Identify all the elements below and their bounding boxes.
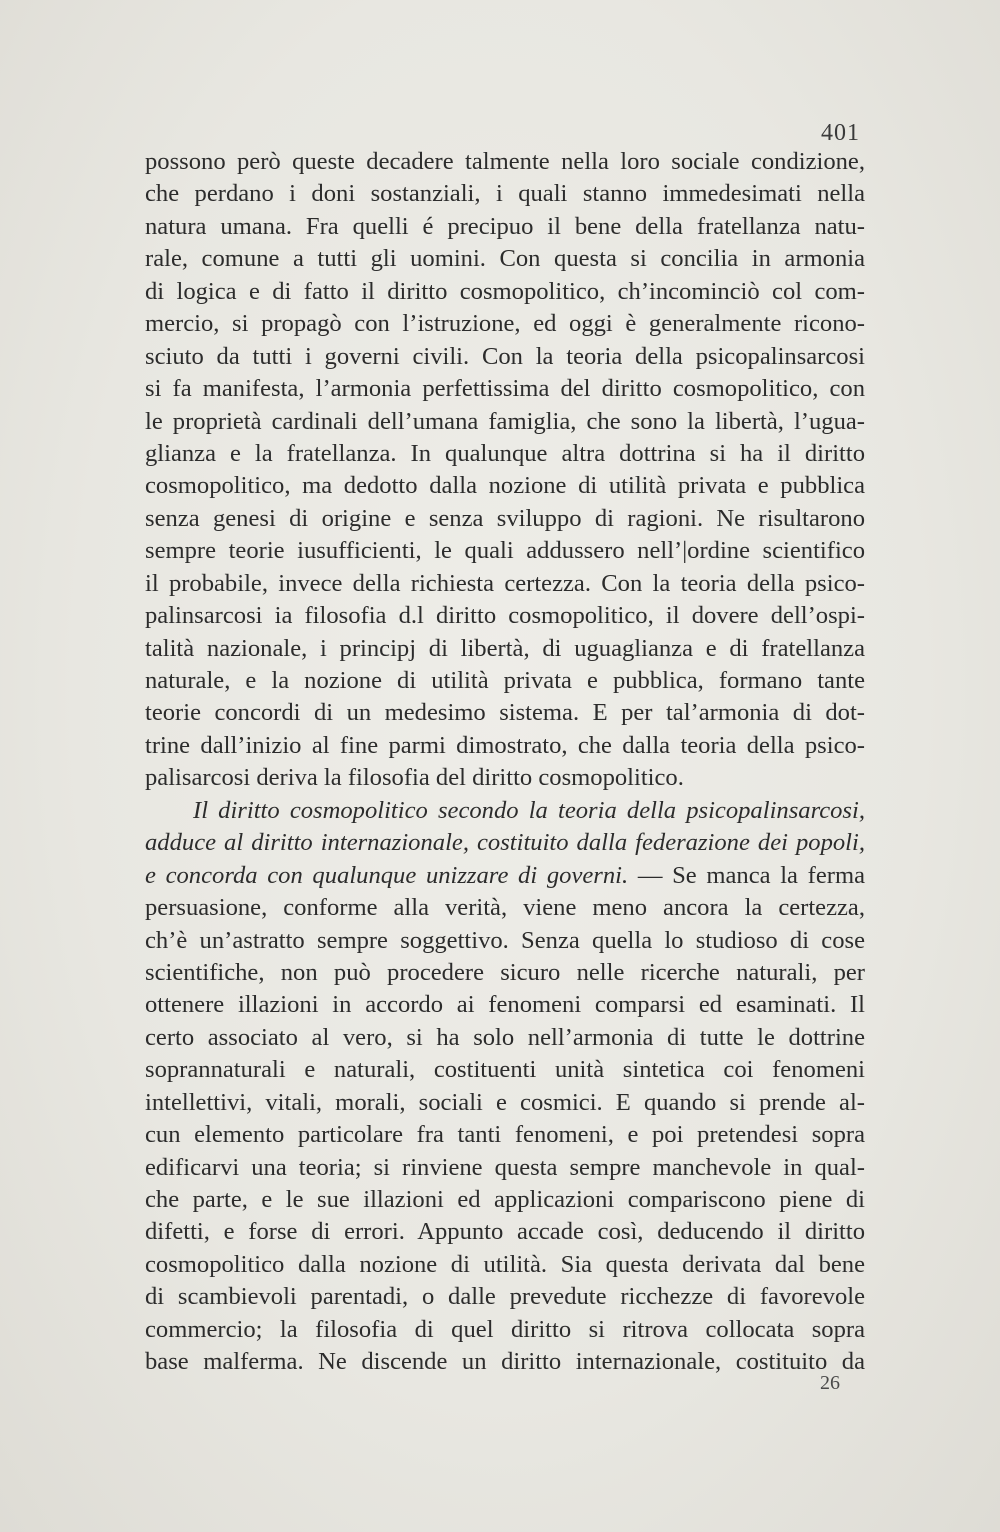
text-line: edificarvi una teoria; si rinviene questa sempre manchevole in qual- <box>145 1153 865 1181</box>
text-line: di logica e di fatto il diritto cosmopolitico, ch’incominciò col com- <box>145 277 865 305</box>
section-heading-italic: adduce al diritto internazionale, costituito dalla federazione dei popoli, <box>145 829 865 857</box>
text-line: di scambievoli parentadi, o dalle prevedute ricchezze di favorevole <box>145 1283 865 1311</box>
text-line: talità nazionale, i principj di libertà, di uguaglianza e di fratellanza <box>145 634 865 662</box>
text-line: naturale, e la nozione di utilità privata e pubblica, formano tante <box>145 667 865 694</box>
text-line: mercio, si propagò con l’istruzione, ed oggi è generalmente ricono- <box>145 310 865 338</box>
text-line: che perdano i doni sostanziali, i quali stanno immedesimati nella <box>145 180 865 208</box>
section-heading-line <box>145 860 865 892</box>
section-heading-italic: Il diritto cosmopolitico secondo la teoria della psicopalinsarcosi, <box>193 796 865 824</box>
text-line: certo associato al vero, si ha solo nell’armonia di tutte le dottrine <box>145 1023 865 1051</box>
text-line: intellettivi, vitali, morali, sociali e cosmici. E quando si prende al- <box>145 1088 865 1116</box>
text-line: cosmopolitico dalla nozione di utilità. Sia questa derivata dal bene <box>145 1250 865 1278</box>
text-line-continuation: — Se manca la ferma <box>628 861 865 889</box>
text-line: sciuto da tutti i governi civili. Con la teoria della psicopalinsarcosi <box>145 342 865 370</box>
section-heading-line <box>145 827 865 859</box>
text-line: cun elemento particolare fra tanti fenomeni, e poi pretendesi sopra <box>145 1121 865 1149</box>
text-line: natura umana. Fra quelli é precipuo il bene della fratellanza natu- <box>145 212 865 240</box>
text-line: sempre teorie iusufficienti, le quali addussero nell’|ordine scientifico <box>145 537 865 565</box>
section-heading-italic: e concorda con qualunque unizzare di governi. <box>145 861 629 889</box>
text-line: rale, comune a tutti gli uomini. Con questa si concilia in armonia <box>145 245 865 273</box>
section-heading-line <box>145 795 865 827</box>
text-line: che parte, e le sue illazioni ed applicazioni compariscono piene di <box>145 1186 865 1213</box>
text-line: cosmopolitico, ma dedotto dalla nozione di utilità privata e pubblica <box>145 472 865 500</box>
text-line: base malferma. Ne discende un diritto internazionale, costituito da <box>145 1348 865 1376</box>
body-text <box>145 146 865 1379</box>
text-line: possono però queste decadere talmente nella loro sociale condizione, <box>145 148 865 175</box>
signature-mark: 26 <box>820 1372 840 1394</box>
text-line: ottenere illazioni in accordo ai fenomeni comparsi ed esaminati. Il <box>145 991 865 1019</box>
text-line: difetti, e forse di errori. Appunto accade così, deducendo il diritto <box>145 1218 865 1246</box>
text-line: palisarcosi deriva la filosofia del diritto cosmopolitico. <box>145 764 684 792</box>
text-line: trine dall’inizio al fine parmi dimostrato, che dalla teoria della psico- <box>145 731 865 759</box>
page-number: 401 <box>821 120 860 146</box>
text-line: palinsarcosi ia filosofia d.l diritto cosmopolitico, il dovere dell’ospi- <box>145 602 865 630</box>
text-line: soprannaturali e naturali, costituenti unità sintetica coi fenomeni <box>145 1056 865 1084</box>
text-line: glianza e la fratellanza. In qualunque altra dottrina si ha il diritto <box>145 439 865 467</box>
text-line: senza genesi di origine e senza sviluppo di ragioni. Ne risultarono <box>145 504 865 532</box>
text-line: persuasione, conforme alla verità, viene meno ancora la certezza, <box>145 894 865 922</box>
text-line: commercio; la filosofia di quel diritto si ritrova collocata sopra <box>145 1315 865 1343</box>
text-line: teorie concordi di un medesimo sistema. E per tal’armonia di dot- <box>145 699 865 727</box>
text-line: le proprietà cardinali dell’umana famiglia, che sono la libertà, l’ugua- <box>145 407 865 435</box>
text-line: ch’è un’astratto sempre soggettivo. Senza quella lo studioso di cose <box>145 926 865 954</box>
text-line: il probabile, invece della richiesta certezza. Con la teoria della psico- <box>145 569 865 597</box>
text-line: scientifiche, non può procedere sicuro nelle ricerche naturali, per <box>145 958 865 986</box>
text-line: si fa manifesta, l’armonia perfettissima del diritto cosmopolitico, con <box>145 375 865 403</box>
